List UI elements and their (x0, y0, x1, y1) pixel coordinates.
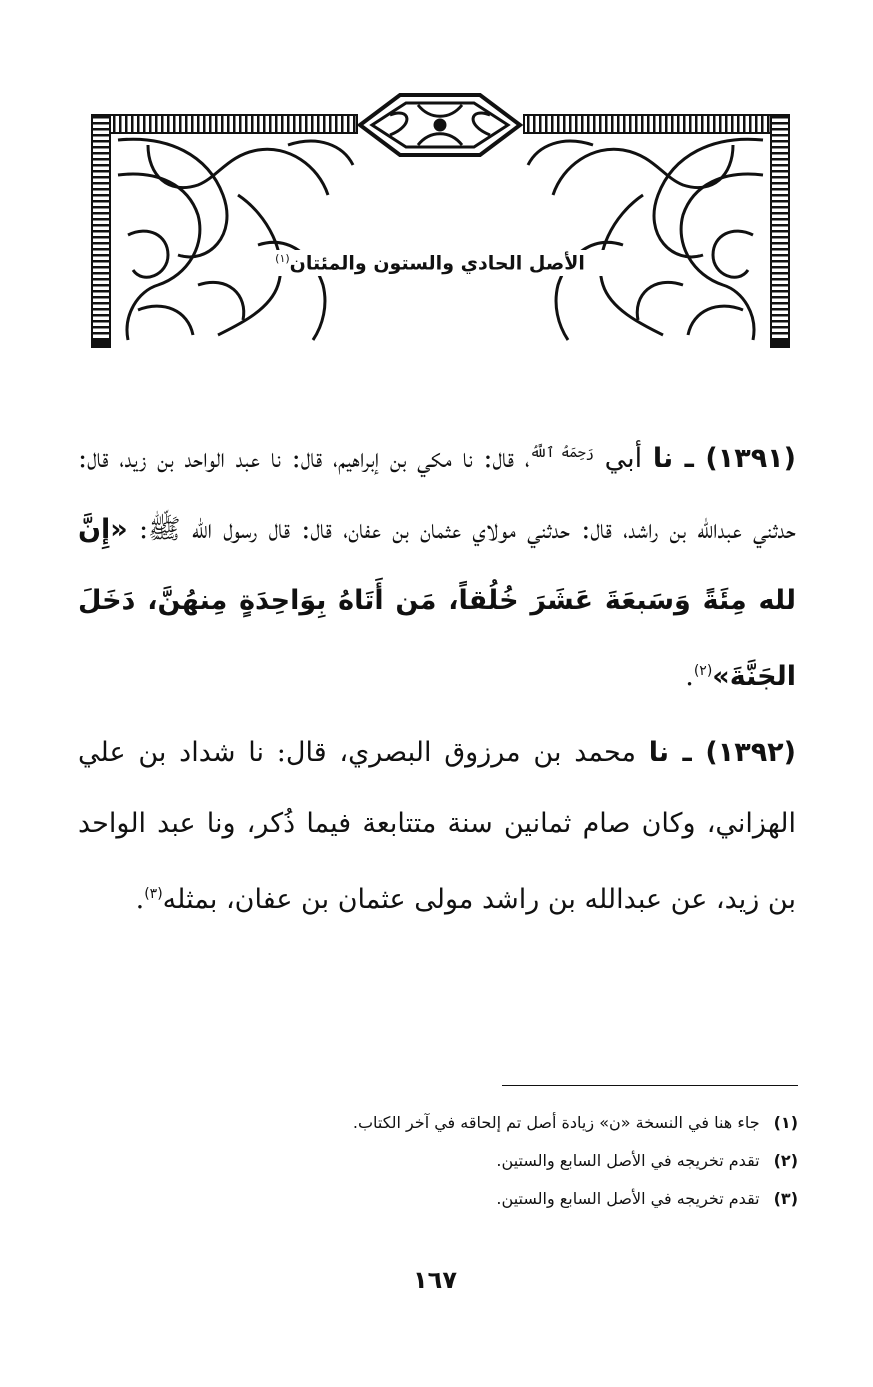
top-right-border-bar (524, 115, 789, 133)
p1-text-1: أبي (593, 443, 653, 474)
footnote-number: (٣) (773, 1189, 798, 1208)
footnote-3 (230, 1180, 798, 1218)
left-border-bar (92, 115, 110, 347)
page-number: ١٦٧ (413, 1266, 457, 1294)
footnote-text: جاء هنا في النسخة «ن» زيادة أصل تم إلحاقه في آخر الكتاب. (352, 1113, 760, 1132)
hadith-number-1392: (١٣٩٢) ـ نا (648, 737, 796, 768)
chapter-title-footnote-ref: (١) (275, 252, 290, 265)
paragraph-1391 (78, 418, 796, 712)
p1-text-3: : (127, 514, 149, 545)
right-bar-cap (771, 340, 789, 348)
chapter-title-text: الأصل الحادي والستون والمئتان (289, 252, 585, 275)
footnote-separator (502, 1085, 798, 1086)
salawat-glyph: ﷺ (148, 514, 181, 545)
chapter-title (240, 250, 620, 276)
p2-end: . (135, 884, 145, 915)
top-left-border-bar (92, 115, 357, 133)
paragraph-1392 (78, 717, 796, 935)
footnote-text: تقدم تخريجه في الأصل السابع والستين. (496, 1189, 760, 1208)
p1-text-2: ، قال: نا مكي بن إبراهيم، قال: نا عبد الواحد بن زيد، قال: حدثني عبدالله بن راشد، قال: حدثني مولاي عثمان بن عفان، قال: قال رسول الله (78, 443, 796, 545)
center-medallion-ornament (360, 95, 520, 155)
honorific-rahimahullah: رَحِمَهُ ٱللَّهُ (529, 445, 594, 461)
main-text (78, 418, 796, 935)
p2-text-1: محمد بن مرزوق البصري، قال: نا شداد بن علي الهزاني، وكان صام ثمانين سنة متتابعة فيما ذُكر، ونا عبد الواحد بن زيد، عن عبدالله بن راشد مولى عثمان بن عفان، بمثله (78, 737, 796, 915)
left-corner-arabesque (118, 139, 353, 340)
ornamental-header-frame (88, 85, 793, 350)
footnote-1 (230, 1104, 798, 1142)
right-corner-arabesque (528, 139, 763, 340)
footnote-number: (٢) (773, 1151, 798, 1170)
hadith-text: «إِنَّ لله مِئَةً وَسَبعَةَ عَشَرَ خُلُقاً، مَن أَتَاهُ بِوَاحِدَةٍ مِنهُنَّ، دَخَلَ الجَنَّةَ» (78, 514, 796, 692)
footnote-ref-3: (٣) (144, 886, 163, 902)
footnote-number: (١) (773, 1113, 798, 1132)
footnote-text: تقدم تخريجه في الأصل السابع والستين. (496, 1151, 760, 1170)
footnote-2 (230, 1142, 798, 1180)
left-bar-cap (92, 340, 110, 348)
hadith-number-1391: (١٣٩١) ـ نا (652, 443, 796, 474)
p1-end: . (685, 661, 694, 692)
footnote-ref-2: (٢) (693, 663, 713, 679)
right-border-bar (771, 115, 789, 347)
footnotes (230, 1104, 798, 1218)
